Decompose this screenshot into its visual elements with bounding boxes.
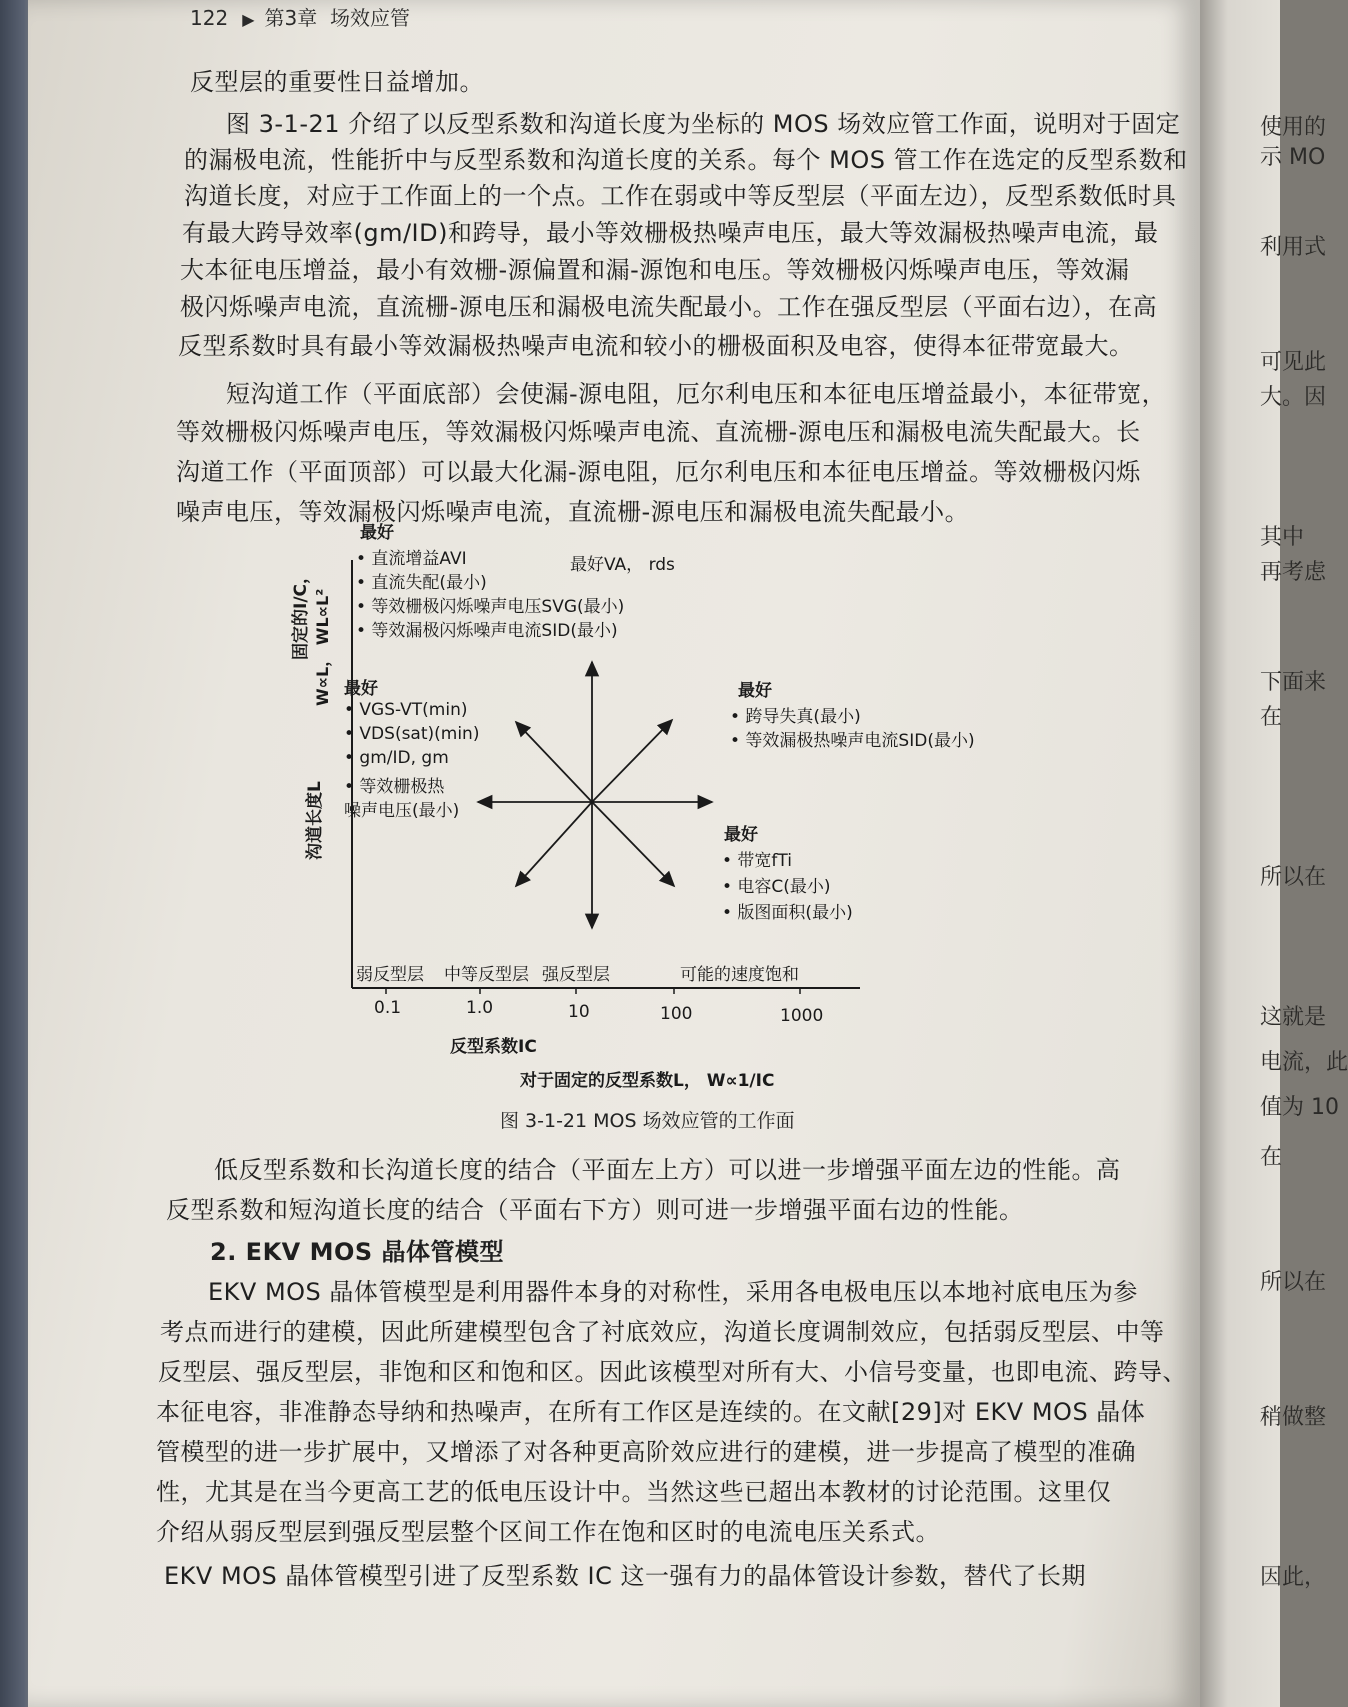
x-tick-label: 1.0 [466, 998, 494, 1018]
arrow-downleft [516, 802, 592, 886]
paragraph-line: 有最大跨导效率(gm/ID)和跨导，最小等效栅极热噪声电压，最大等效漏极热噪声电流，最 [182, 219, 1159, 247]
facing-page-fragment: 值为 10 [1260, 1095, 1339, 1120]
facing-page-fragment: 下面来 [1260, 670, 1327, 695]
best-left-title: 最好 [344, 679, 378, 699]
facing-page-fragment: 在 [1260, 705, 1283, 730]
arrow-downright [592, 802, 674, 886]
best-right-item: • 跨导失真(最小) [730, 707, 861, 727]
facing-page-fragment: 这就是 [1260, 1005, 1327, 1030]
best-bottom-right-title: 最好 [724, 825, 758, 845]
best-top-left-item: • 直流失配(最小) [356, 573, 487, 593]
region-weak-label: 弱反型层 [356, 965, 424, 985]
paragraph-line: 反型层、强反型层，非饱和区和饱和区。因此该模型对所有大、小信号变量，也即电流、跨导、 [158, 1358, 1187, 1386]
chapter-title: 场效应管 [329, 6, 410, 30]
paragraph-line: 性，尤其是在当今更高工艺的低电压设计中。当然这些已超出本教材的讨论范围。这里仅 [156, 1478, 1112, 1506]
facing-page-fragment: 再考虑 [1260, 560, 1327, 585]
facing-page-fragment: 大。因 [1260, 385, 1327, 410]
page-number: 122 [190, 6, 229, 30]
facing-page-fragment: 所以在 [1260, 865, 1327, 890]
best-left-item: 噪声电压(最小) [344, 801, 460, 821]
facing-page-fragment: 可见此 [1260, 350, 1327, 375]
paragraph-line: 噪声电压，等效漏极闪烁噪声电流，直流栅-源电压和漏极电流失配最小。 [176, 498, 970, 526]
paragraph-line: 本征电容，非准静态导纳和热噪声，在所有工作区是连续的。在文献[29]对 EKV MOS 晶体 [156, 1398, 1146, 1426]
x-tick-label: 10 [568, 1002, 590, 1022]
facing-page-fragment: 所以在 [1260, 1270, 1327, 1295]
figure-caption: 图 3-1-21 MOS 场效应管的工作面 [500, 1110, 795, 1132]
best-right-item: • 等效漏极热噪声电流SID(最小) [730, 731, 975, 751]
running-header [190, 2, 410, 31]
paragraph-line: 短沟道工作（平面底部）会使漏-源电阻，厄尔利电压和本征电压增益最小，本征带宽， [226, 380, 1167, 408]
x-tick-label: 0.1 [374, 998, 402, 1018]
best-top-left-item: • 等效栅极闪烁噪声电压SVG(最小) [356, 597, 625, 617]
y-axis-label-formula: W∝L， WL∝L² [313, 588, 332, 706]
facing-page-fragment: 示 MO [1260, 145, 1326, 170]
paragraph-line: 反型系数和短沟道长度的结合（平面右下方）则可进一步增强平面右边的性能。 [166, 1196, 1024, 1224]
arrow-upright [592, 720, 672, 802]
best-bottom-right-item: • 版图面积(最小) [722, 903, 853, 923]
paragraph-line: 低反型系数和长沟道长度的结合（平面左上方）可以进一步增强平面左边的性能。高 [214, 1156, 1121, 1184]
paragraph-line: 反型系数时具有最小等效漏极热噪声电流和较小的栅极面积及电容，使得本征带宽最大。 [178, 332, 1134, 360]
x-axis-label: 反型系数IC [450, 1037, 537, 1057]
paragraph-line: 大本征电压增益，最小有效栅-源偏置和漏-源饱和电压。等效栅极闪烁噪声电压，等效漏 [180, 256, 1130, 284]
best-right-title: 最好 [738, 681, 772, 701]
region-saturation-label: 可能的速度饱和 [680, 965, 799, 985]
operating-plane-figure [291, 523, 975, 1100]
best-top-left-title: 最好 [360, 523, 394, 543]
best-top-left-item: • 直流增益AVI [356, 549, 467, 569]
region-moderate-label: 中等反型层 [444, 965, 529, 985]
triangle-icon: ▶ [242, 10, 255, 29]
facing-page-fragment: 在 [1260, 1145, 1283, 1170]
best-left-item: • VDS(sat)(min) [344, 724, 480, 744]
best-bottom-right-item: • 带宽fTi [722, 851, 793, 871]
x-tick-label: 1000 [780, 1006, 824, 1026]
facing-page-fragment: 因此， [1260, 1565, 1327, 1590]
paragraph-line: 管模型的进一步扩展中，又增添了对各种更高阶效应进行的建模，进一步提高了模型的准确 [156, 1438, 1136, 1466]
paragraph-line: 考点而进行的建模，因此所建模型包含了衬底效应，沟道长度调制效应，包括弱反型层、中等 [160, 1318, 1165, 1346]
paragraph-line: 反型层的重要性日益增加。 [190, 68, 484, 96]
arrow-upleft [516, 722, 592, 802]
paragraph-line: 的漏极电流，性能折中与反型系数和沟道长度的关系。每个 MOS 管工作在选定的反型系数和 [184, 146, 1188, 174]
paragraph-line: 沟道长度，对应于工作面上的一个点。工作在弱或中等反型层（平面左边），反型系数低时具 [184, 182, 1177, 210]
paragraph-line: EKV MOS 晶体管模型是利用器件本身的对称性，采用各电极电压以本地衬底电压为参 [208, 1278, 1138, 1306]
paragraph-line: 极闪烁噪声电流，直流栅-源电压和漏极电流失配最小。工作在强反型层（平面右边），在高 [180, 293, 1158, 321]
facing-page-fragment: 使用的 [1260, 115, 1327, 140]
best-left-item: • gm/ID, gm [344, 748, 449, 768]
paragraph-line: EKV MOS 晶体管模型引进了反型系数 IC 这一强有力的晶体管设计参数，替代了长期 [164, 1562, 1087, 1590]
y-axis-label-top: 固定的I/C， [291, 566, 311, 660]
x-tick-label: 100 [660, 1004, 693, 1024]
paragraph-line: 沟道工作（平面顶部）可以最大化漏-源电阻，厄尔利电压和本征电压增益。等效栅极闪烁 [176, 458, 1141, 486]
best-bottom-right-item: • 电容C(最小) [722, 877, 831, 897]
paragraph-line: 等效栅极闪烁噪声电压，等效漏极闪烁噪声电流、直流栅-源电压和漏极电流失配最大。长 [176, 418, 1141, 446]
paragraph-line: 图 3-1-21 介绍了以反型系数和沟道长度为坐标的 MOS 场效应管工作面，说明对于固定 [226, 110, 1181, 138]
section-heading: 2. EKV MOS 晶体管模型 [210, 1238, 505, 1266]
best-top-left-item: • 等效漏极闪烁噪声电流SID(最小) [356, 621, 618, 641]
facing-page-fragment: 电流，此 [1260, 1050, 1348, 1075]
facing-page-edge [1200, 0, 1348, 1707]
best-left-item: • 等效栅极热 [344, 777, 445, 797]
y-axis-label-bottom: 沟道长度L [305, 781, 325, 860]
best-top-center: 最好VA， rds [570, 555, 675, 575]
chapter-number: 第3章 [264, 6, 318, 30]
facing-page-fragment: 稍做整 [1260, 1405, 1327, 1430]
best-left-item: • VGS-VT(min) [344, 700, 468, 720]
facing-page-fragment: 利用式 [1260, 235, 1327, 260]
facing-page-fragment: 其中 [1260, 525, 1305, 550]
region-strong-label: 强反型层 [542, 965, 610, 985]
paragraph-line: 介绍从弱反型层到强反型层整个区间工作在饱和区时的电流电压关系式。 [156, 1518, 940, 1546]
x-axis-sublabel: 对于固定的反型系数L， W∝1/IC [520, 1071, 775, 1091]
